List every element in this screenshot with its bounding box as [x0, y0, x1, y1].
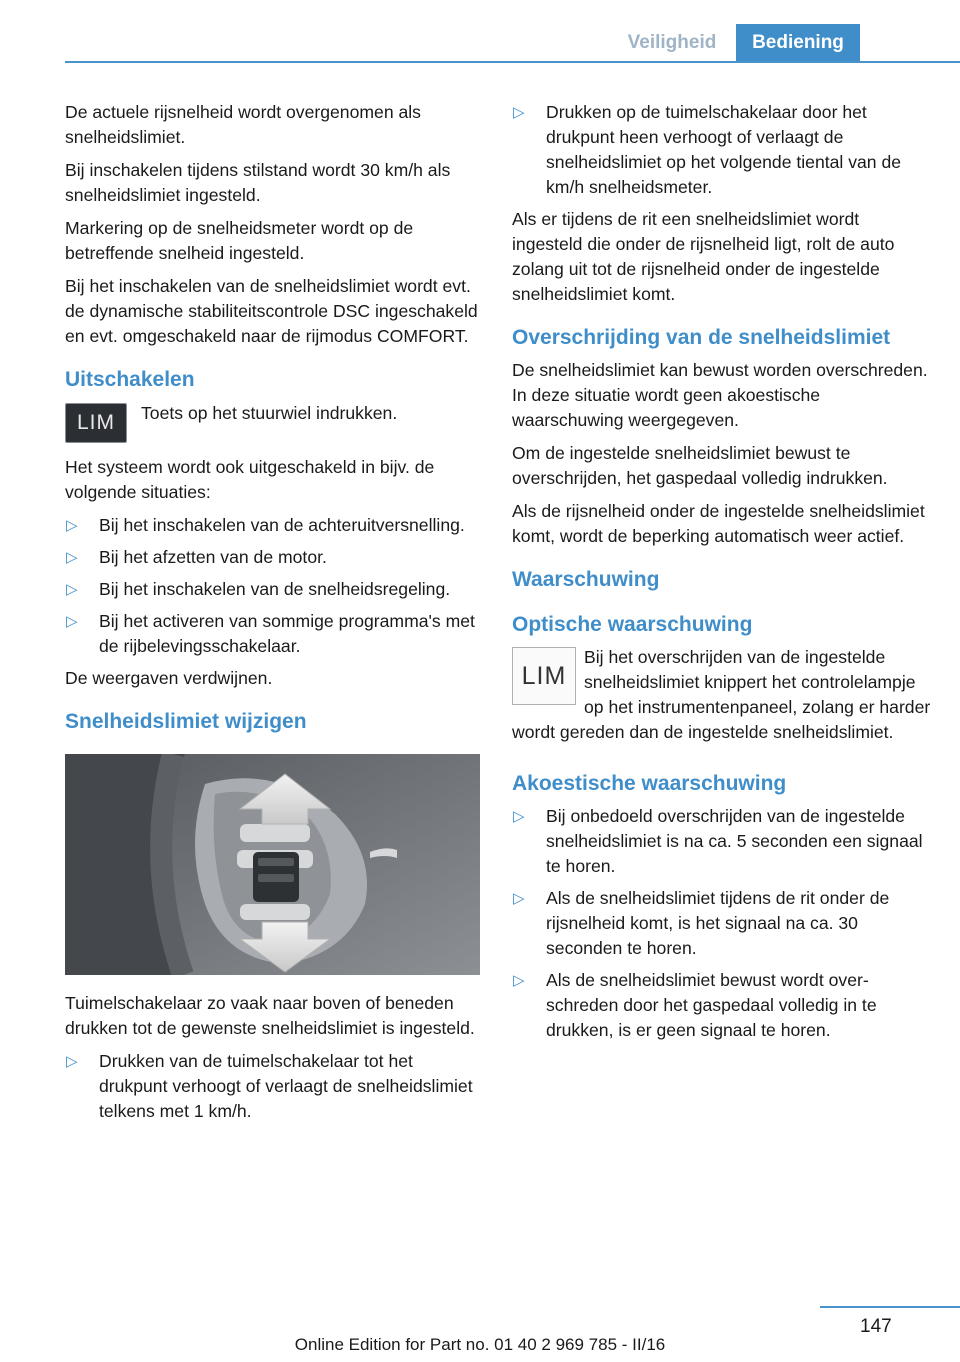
- right-column: [512, 100, 932, 1050]
- list-item: ▷ Bij het inschakelen van de snelheidsregeling.: [65, 577, 483, 602]
- paragraph: Bij het overschrijden van de ingestelde snelheidslimiet knippert het controlelampje op het instrumentenpaneel, zolang er harder wordt gereden dan de ingestelde snelheidslimiet.: [512, 647, 931, 742]
- list-item: ▷ Als de snelheidslimiet bewust wordt overschreden door het gaspedaal volledig in te drukken, is er geen signaal te horen.: [512, 968, 932, 1043]
- list-item: ▷ Als de snelheidslimiet tijdens de rit onder de rijsnelheid komt, is het signaal na ca. 30 seconden te horen.: [512, 886, 932, 961]
- tab-veiligheid[interactable]: Veiligheid: [627, 32, 717, 53]
- lim-indicator-block: [512, 645, 932, 753]
- paragraph: Als de rijsnelheid onder de ingestelde snelheidslimiet komt, wordt de beperking automatisch weer actief.: [512, 501, 925, 546]
- left-column: [65, 100, 483, 1131]
- paragraph: Tuimelschakelaar zo vaak naar boven of beneden drukken tot de gewenste snelheidslimiet is ingesteld.: [65, 993, 475, 1038]
- heading-akoestische-waarschuwing: Akoestische waarschuwing: [512, 772, 787, 795]
- lim-button-icon: LIM: [65, 403, 127, 443]
- heading-optische-waarschuwing: Optische waarschuwing: [512, 613, 753, 636]
- lim-indicator-icon: LIM: [512, 647, 576, 705]
- list-item: ▷ Drukken van de tuimelschakelaar tot het drukpunt verhoogt of verlaagt de snelheidslimiet telkens met 1 km/h.: [65, 1049, 483, 1124]
- paragraph: De snelheidslimiet kan bewust worden overschreden. In deze situatie wordt geen akoestische waarschuwing weergegeven.: [512, 360, 928, 430]
- footer-edition: Online Edition for Part no. 01 40 2 969 785 - II/16: [294, 1335, 666, 1354]
- bullet-list: [65, 1049, 483, 1124]
- page-number: 147: [860, 1316, 892, 1337]
- bullet-list: [512, 100, 932, 200]
- paragraph: Het systeem wordt ook uitgeschakeld in bijv. de volgende situaties:: [65, 457, 435, 502]
- paragraph: Om de ingestelde snelheidslimiet bewust te overschrijden, het gaspedaal volledig indrukken.: [512, 443, 888, 488]
- paragraph: Bij het inschakelen van de snelheidslimiet wordt evt. de dynamische stabiliteitscontrole DSC ingeschakeld en evt. omgeschakeld naar de rijmodus COMFORT.: [65, 276, 478, 346]
- footer-rule: [820, 1306, 960, 1308]
- heading-waarschuwing: Waarschuwing: [512, 568, 660, 591]
- list-item: ▷ Bij het activeren van sommige programma's met de rijbelevingsschakelaar.: [65, 609, 483, 659]
- heading-wijzigen: Snelheidslimiet wijzigen: [65, 710, 307, 733]
- paragraph: De actuele rijsnelheid wordt overgenomen als snelheidslimiet.: [65, 102, 421, 147]
- paragraph: Bij inschakelen tijdens stilstand wordt 30 km/h als snelheidslimiet ingesteld.: [65, 160, 451, 205]
- list-item: ▷ Bij onbedoeld overschrijden van de ingestelde snelheidslimiet is na ca. 5 seconden een signaal te horen.: [512, 804, 932, 879]
- list-item: ▷ Drukken op de tuimelschakelaar door het drukpunt heen verhoogt of verlaagt de snelheidslimiet op het volgende tiental van de km/h snelheidsmeter.: [512, 100, 932, 200]
- paragraph: De weergaven verdwijnen.: [65, 668, 273, 688]
- list-item: ▷ Bij het afzetten van de motor.: [65, 545, 483, 570]
- paragraph: Als er tijdens de rit een snelheidslimiet wordt ingesteld die onder de rijsnelheid ligt, rolt de auto zolang uit tot de rijsnelheid onder de ingestelde snelheidslimiet komt.: [512, 209, 895, 304]
- bullet-list: [65, 513, 483, 659]
- list-item: ▷ Bij het inschakelen van de achteruitversnelling.: [65, 513, 483, 538]
- paragraph: Markering op de snelheidsmeter wordt op de betreffende snelheid ingesteld.: [65, 218, 414, 263]
- heading-uitschakelen: Uitschakelen: [65, 368, 195, 391]
- header-rule: [65, 61, 960, 63]
- bullet-list: [512, 804, 932, 1043]
- lim-button-row: [65, 400, 483, 443]
- paragraph: Toets op het stuurwiel indrukken.: [141, 403, 398, 423]
- heading-overschrijding: Overschrijding van de snelheidslimiet: [512, 326, 891, 349]
- steering-wheel-rocker-switch-image: [65, 754, 480, 975]
- tab-bediening[interactable]: Bediening: [736, 24, 860, 61]
